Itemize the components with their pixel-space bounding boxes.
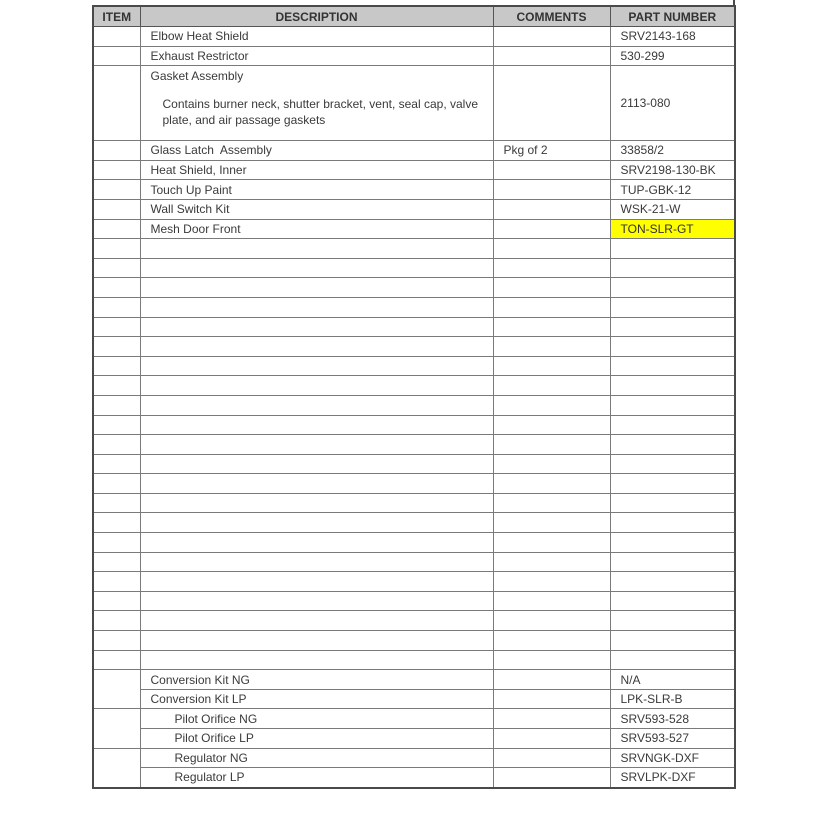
part-number-cell[interactable]: N/A (610, 670, 735, 690)
empty-table-row (93, 454, 735, 474)
item-cell[interactable] (93, 513, 140, 533)
empty-table-row (93, 591, 735, 611)
header-comments: COMMENTS (493, 6, 610, 27)
description-title: Gasket Assembly (150, 69, 244, 84)
part-number-cell[interactable] (610, 239, 735, 259)
description-cell[interactable]: Pilot Orifice NG (140, 709, 493, 729)
comments-cell[interactable] (493, 395, 610, 415)
comments-cell[interactable] (493, 180, 610, 200)
description-cell[interactable] (140, 631, 493, 651)
empty-table-row (93, 513, 735, 533)
comments-cell[interactable] (493, 356, 610, 376)
part-number-cell[interactable] (610, 650, 735, 670)
comments-cell[interactable] (493, 278, 610, 298)
comments-cell[interactable] (493, 454, 610, 474)
comments-cell[interactable] (493, 239, 610, 259)
item-cell[interactable] (93, 317, 140, 337)
comments-cell[interactable] (493, 650, 610, 670)
comments-cell[interactable] (493, 533, 610, 553)
item-cell[interactable] (93, 356, 140, 376)
description-cell[interactable] (140, 356, 493, 376)
comments-cell[interactable] (493, 631, 610, 651)
comments-cell[interactable] (493, 748, 610, 768)
empty-table-row (93, 297, 735, 317)
header-item: ITEM (93, 6, 140, 27)
part-number-cell[interactable] (610, 415, 735, 435)
description-cell[interactable] (140, 591, 493, 611)
empty-table-row (93, 631, 735, 651)
part-number-cell[interactable] (610, 513, 735, 533)
item-cell-merged[interactable] (93, 709, 140, 748)
part-number-cell[interactable] (610, 258, 735, 278)
item-cell[interactable] (93, 376, 140, 396)
part-number-cell[interactable]: 2113-080 (610, 66, 735, 141)
empty-table-row (93, 415, 735, 435)
table-row (93, 670, 735, 690)
empty-table-row (93, 435, 735, 455)
table-row (93, 180, 735, 200)
part-number-cell[interactable]: 33858/2 (610, 141, 735, 161)
item-cell[interactable] (93, 180, 140, 200)
part-number-cell[interactable] (610, 435, 735, 455)
empty-table-row (93, 356, 735, 376)
part-number-cell[interactable]: LPK-SLR-B (610, 689, 735, 709)
part-number-cell[interactable] (610, 591, 735, 611)
table-row (93, 709, 735, 729)
item-cell[interactable] (93, 278, 140, 298)
part-number-cell[interactable] (610, 631, 735, 651)
comments-cell[interactable] (493, 493, 610, 513)
empty-table-row (93, 278, 735, 298)
comments-cell[interactable] (493, 258, 610, 278)
comments-cell[interactable] (493, 435, 610, 455)
item-cell[interactable] (93, 337, 140, 357)
item-cell[interactable] (93, 395, 140, 415)
comments-cell[interactable] (493, 66, 610, 141)
item-cell[interactable] (93, 415, 140, 435)
table-row (93, 46, 735, 66)
description-cell[interactable] (140, 376, 493, 396)
table-row (93, 729, 735, 749)
comments-cell[interactable] (493, 513, 610, 533)
comments-cell[interactable] (493, 376, 610, 396)
description-cell[interactable] (140, 415, 493, 435)
part-number-cell-highlighted[interactable]: TON-SLR-GT (610, 219, 735, 239)
part-number-cell[interactable] (610, 552, 735, 572)
comments-cell[interactable] (493, 474, 610, 494)
part-number-cell[interactable]: SRV2198-130-BK (610, 160, 735, 180)
table-row (93, 199, 735, 219)
empty-table-row (93, 611, 735, 631)
comments-cell[interactable] (493, 729, 610, 749)
comments-cell[interactable] (493, 670, 610, 690)
item-cell[interactable] (93, 66, 140, 141)
part-number-cell[interactable]: SRV593-528 (610, 709, 735, 729)
item-cell[interactable] (93, 160, 140, 180)
comments-cell[interactable] (493, 317, 610, 337)
item-cell[interactable] (93, 297, 140, 317)
comments-cell[interactable] (493, 199, 610, 219)
part-number-cell[interactable]: SRV2143-168 (610, 27, 735, 47)
empty-table-row (93, 239, 735, 259)
table-row (93, 27, 735, 47)
item-cell[interactable] (93, 533, 140, 553)
comments-cell[interactable] (493, 46, 610, 66)
comments-cell[interactable] (493, 572, 610, 592)
comments-cell[interactable] (493, 689, 610, 709)
item-cell[interactable] (93, 258, 140, 278)
description-cell[interactable]: Glass Latch Assembly (140, 141, 493, 161)
comments-cell[interactable] (493, 27, 610, 47)
empty-table-row (93, 317, 735, 337)
comments-cell[interactable] (493, 160, 610, 180)
description-cell[interactable] (140, 474, 493, 494)
comments-cell[interactable]: Pkg of 2 (493, 141, 610, 161)
item-cell[interactable] (93, 552, 140, 572)
description-cell[interactable]: Heat Shield, Inner (140, 160, 493, 180)
empty-table-row (93, 474, 735, 494)
description-cell[interactable] (140, 395, 493, 415)
part-number-cell[interactable] (610, 317, 735, 337)
item-cell[interactable] (93, 650, 140, 670)
item-cell[interactable] (93, 631, 140, 651)
item-cell[interactable] (93, 493, 140, 513)
item-cell[interactable] (93, 46, 140, 66)
empty-table-row (93, 376, 735, 396)
description-cell[interactable]: Regulator NG (140, 748, 493, 768)
part-number-cell[interactable]: 530-299 (610, 46, 735, 66)
header-row (93, 6, 735, 27)
empty-table-row (93, 395, 735, 415)
comments-cell[interactable] (493, 709, 610, 729)
item-cell[interactable] (93, 141, 140, 161)
part-number-cell[interactable]: WSK-21-W (610, 199, 735, 219)
description-note: Contains burner neck, shutter bracket, vent, seal cap, valve plate, and air passage gaskets (162, 97, 478, 128)
description-cell[interactable] (140, 552, 493, 572)
description-cell[interactable]: Exhaust Restrictor (140, 46, 493, 66)
empty-table-row (93, 552, 735, 572)
description-cell[interactable]: Touch Up Paint (140, 180, 493, 200)
item-cell[interactable] (93, 591, 140, 611)
description-cell[interactable] (140, 513, 493, 533)
description-cell[interactable] (140, 337, 493, 357)
description-cell[interactable]: Wall Switch Kit (140, 199, 493, 219)
description-cell[interactable] (140, 239, 493, 259)
empty-table-row (93, 493, 735, 513)
comments-cell[interactable] (493, 591, 610, 611)
table-row (93, 768, 735, 788)
item-cell[interactable] (93, 27, 140, 47)
part-number-cell[interactable] (610, 572, 735, 592)
table-row (93, 748, 735, 768)
empty-table-row (93, 337, 735, 357)
item-cell-merged[interactable] (93, 748, 140, 788)
comments-cell[interactable] (493, 219, 610, 239)
description-cell[interactable] (140, 454, 493, 474)
part-number-cell[interactable] (610, 278, 735, 298)
item-cell-merged[interactable] (93, 670, 140, 709)
description-cell[interactable] (140, 650, 493, 670)
description-cell[interactable] (140, 435, 493, 455)
comments-cell[interactable] (493, 415, 610, 435)
table-row (93, 689, 735, 709)
part-number-cell[interactable]: SRV593-527 (610, 729, 735, 749)
part-number-cell[interactable] (610, 533, 735, 553)
empty-table-row (93, 533, 735, 553)
comments-cell[interactable] (493, 337, 610, 357)
part-number-cell[interactable] (610, 454, 735, 474)
comments-cell[interactable] (493, 552, 610, 572)
description-cell[interactable] (140, 533, 493, 553)
description-cell[interactable] (140, 66, 493, 141)
table-row (93, 160, 735, 180)
description-cell[interactable] (140, 258, 493, 278)
item-cell[interactable] (93, 199, 140, 219)
empty-table-row (93, 650, 735, 670)
description-cell[interactable] (140, 317, 493, 337)
item-cell[interactable] (93, 611, 140, 631)
comments-cell[interactable] (493, 768, 610, 788)
description-cell[interactable] (140, 278, 493, 298)
description-cell[interactable] (140, 611, 493, 631)
empty-table-row (93, 572, 735, 592)
item-cell[interactable] (93, 572, 140, 592)
part-number-cell[interactable] (610, 337, 735, 357)
comments-cell[interactable] (493, 297, 610, 317)
table-row (93, 66, 735, 141)
description-cell[interactable]: Conversion Kit LP (140, 689, 493, 709)
part-number-cell[interactable]: TUP-GBK-12 (610, 180, 735, 200)
description-cell[interactable]: Regulator LP (140, 768, 493, 788)
part-number-cell[interactable]: SRVNGK-DXF (610, 748, 735, 768)
empty-table-row (93, 258, 735, 278)
part-number-cell[interactable] (610, 611, 735, 631)
item-cell[interactable] (93, 435, 140, 455)
description-cell[interactable] (140, 493, 493, 513)
part-number-cell[interactable] (610, 376, 735, 396)
item-cell[interactable] (93, 239, 140, 259)
part-number-cell[interactable] (610, 474, 735, 494)
table-row (93, 141, 735, 161)
item-cell[interactable] (93, 474, 140, 494)
description-cell[interactable]: Pilot Orifice LP (140, 729, 493, 749)
description-cell[interactable]: Elbow Heat Shield (140, 27, 493, 47)
comments-cell[interactable] (493, 611, 610, 631)
table-row (93, 219, 735, 239)
part-number-cell[interactable] (610, 297, 735, 317)
description-cell[interactable] (140, 572, 493, 592)
description-cell[interactable]: Conversion Kit NG (140, 670, 493, 690)
header-part-number: PART NUMBER (610, 6, 735, 27)
part-number-cell[interactable] (610, 493, 735, 513)
item-cell[interactable] (93, 219, 140, 239)
parts-table (92, 5, 736, 789)
description-cell[interactable]: Mesh Door Front (140, 219, 493, 239)
item-cell[interactable] (93, 454, 140, 474)
description-cell[interactable] (140, 297, 493, 317)
part-number-cell[interactable] (610, 356, 735, 376)
empty-rows (93, 239, 735, 670)
parts-list-sheet (92, 5, 736, 789)
part-number-cell[interactable] (610, 395, 735, 415)
header-description: DESCRIPTION (140, 6, 493, 27)
part-number-cell[interactable]: SRVLPK-DXF (610, 768, 735, 788)
